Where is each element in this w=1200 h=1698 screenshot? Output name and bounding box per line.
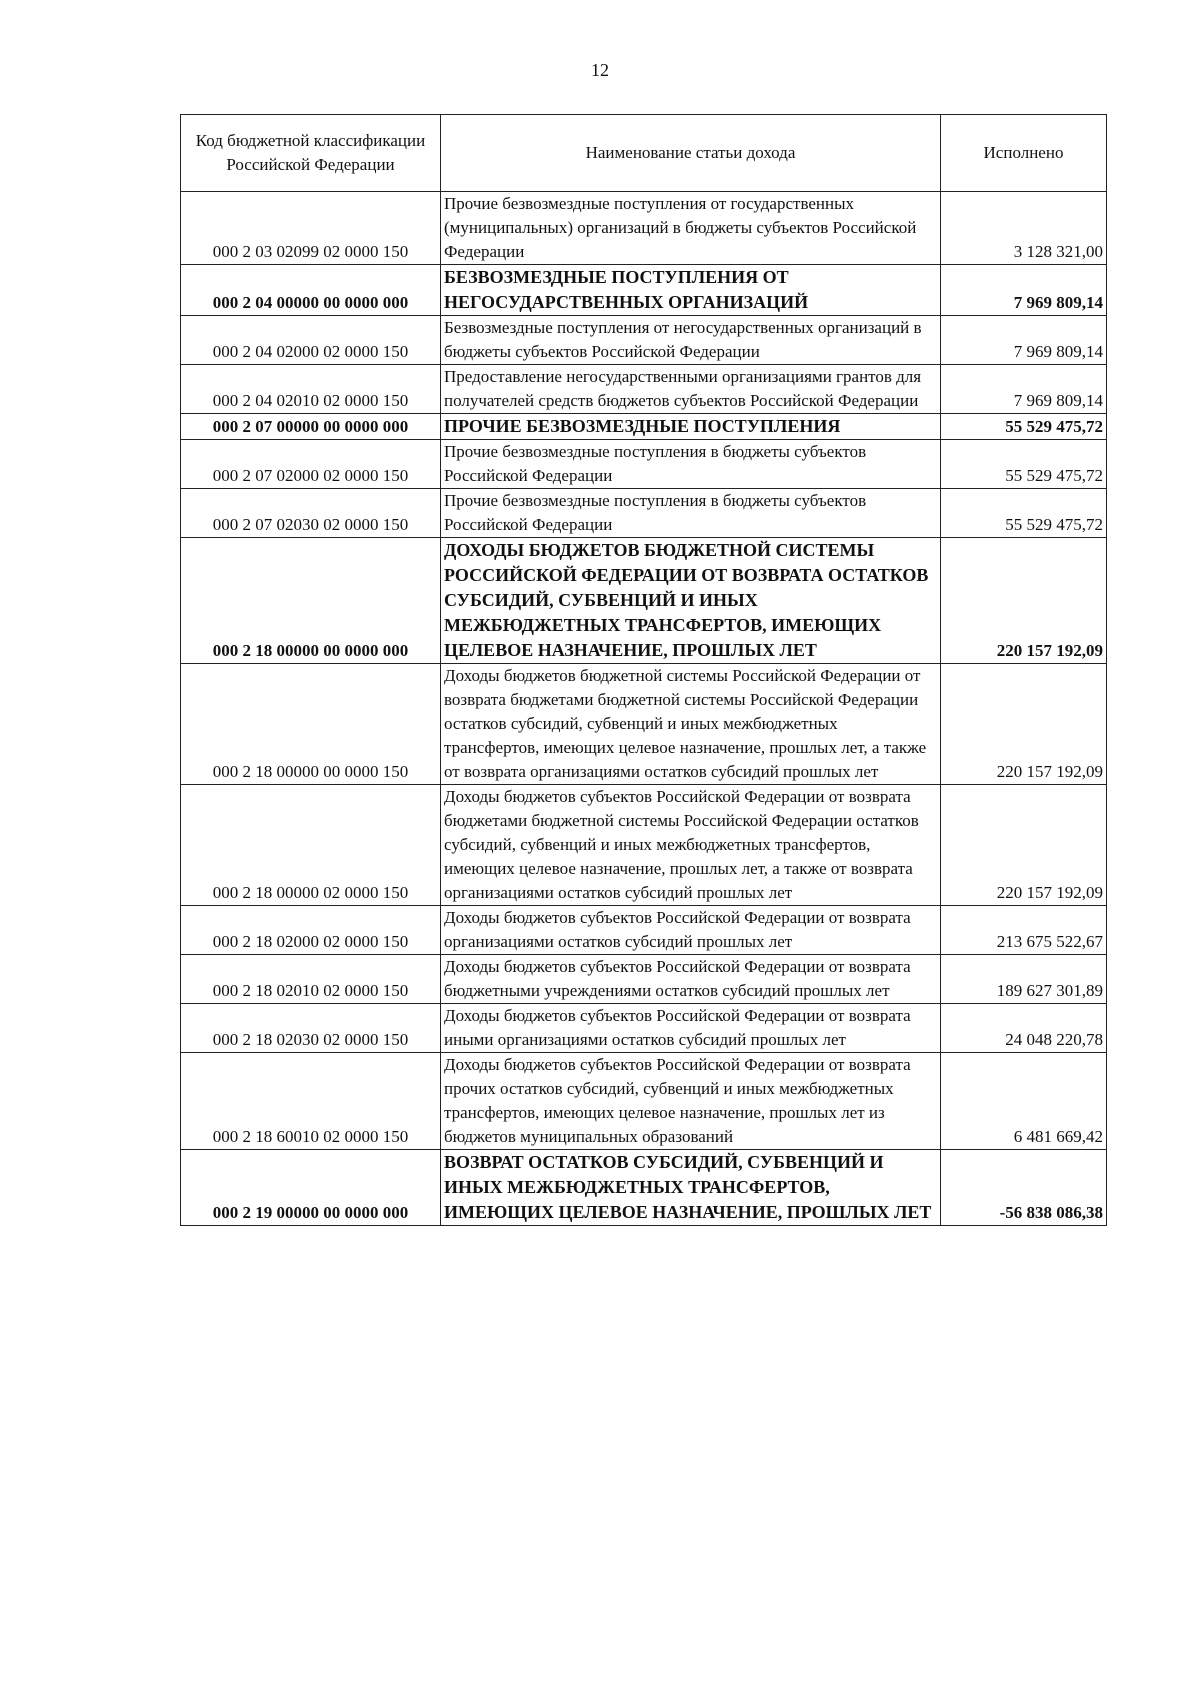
table-row-section: [181, 265, 1107, 316]
table-row: [181, 316, 1107, 365]
executed-amount-cell: 213 675 522,67: [941, 906, 1107, 955]
revenue-item-name-cell: Доходы бюджетов субъектов Российской Федерации от возврата организациями остатков субсидий прошлых лет: [441, 906, 941, 955]
revenue-item-name-cell: Прочие безвозмездные поступления в бюджеты субъектов Российской Федерации: [441, 440, 941, 489]
revenue-item-name-cell: Прочие безвозмездные поступления в бюджеты субъектов Российской Федерации: [441, 489, 941, 538]
revenue-item-name-cell: Доходы бюджетов субъектов Российской Федерации от возврата бюджетами бюджетной системы Российской Федерации остатков субсидий, субвенций и иных межбюджетных трансфертов, имеющих целевое назначение, прошлых лет, а также от возврата организациями остатков субсидий прошлых лет: [441, 785, 941, 906]
table-row: [181, 906, 1107, 955]
header-sum: Исполнено: [941, 115, 1107, 192]
executed-amount-cell: 7 969 809,14: [941, 265, 1107, 316]
revenue-item-name-cell: БЕЗВОЗМЕЗДНЫЕ ПОСТУПЛЕНИЯ ОТ НЕГОСУДАРСТВЕННЫХ ОРГАНИЗАЦИЙ: [441, 265, 941, 316]
table-row: [181, 955, 1107, 1004]
executed-amount-cell: 55 529 475,72: [941, 489, 1107, 538]
table-row-section: [181, 538, 1107, 664]
budget-code-cell: 000 2 04 02010 02 0000 150: [181, 365, 441, 414]
budget-code-cell: 000 2 18 00000 00 0000 000: [181, 538, 441, 664]
executed-amount-cell: 6 481 669,42: [941, 1053, 1107, 1150]
header-name: Наименование статьи дохода: [441, 115, 941, 192]
executed-amount-cell: 55 529 475,72: [941, 440, 1107, 489]
executed-amount-cell: 220 157 192,09: [941, 538, 1107, 664]
table-header-row: [181, 115, 1107, 192]
table-row: [181, 440, 1107, 489]
revenue-item-name-cell: Предоставление негосударственными организациями грантов для получателей средств бюджетов субъектов Российской Федерации: [441, 365, 941, 414]
budget-code-cell: 000 2 18 00000 00 0000 150: [181, 664, 441, 785]
budget-code-cell: 000 2 18 02000 02 0000 150: [181, 906, 441, 955]
budget-code-cell: 000 2 18 60010 02 0000 150: [181, 1053, 441, 1150]
revenue-item-name-cell: ВОЗВРАТ ОСТАТКОВ СУБСИДИЙ, СУБВЕНЦИЙ И ИНЫХ МЕЖБЮДЖЕТНЫХ ТРАНСФЕРТОВ, ИМЕЮЩИХ ЦЕЛЕВОЕ НАЗНАЧЕНИЕ, ПРОШЛЫХ ЛЕТ: [441, 1150, 941, 1226]
revenue-item-name-cell: Доходы бюджетов субъектов Российской Федерации от возврата иными организациями остатков субсидий прошлых лет: [441, 1004, 941, 1053]
revenue-item-name-cell: Прочие безвозмездные поступления от государственных (муниципальных) организаций в бюджеты субъектов Российской Федерации: [441, 192, 941, 265]
budget-code-cell: 000 2 07 02000 02 0000 150: [181, 440, 441, 489]
table-row: [181, 365, 1107, 414]
revenue-item-name-cell: ПРОЧИЕ БЕЗВОЗМЕЗДНЫЕ ПОСТУПЛЕНИЯ: [441, 414, 941, 440]
table-row-section: [181, 1150, 1107, 1226]
executed-amount-cell: 55 529 475,72: [941, 414, 1107, 440]
budget-code-cell: 000 2 07 02030 02 0000 150: [181, 489, 441, 538]
budget-code-cell: 000 2 07 00000 00 0000 000: [181, 414, 441, 440]
table-row: [181, 489, 1107, 538]
table-row: [181, 192, 1107, 265]
budget-code-cell: 000 2 04 02000 02 0000 150: [181, 316, 441, 365]
table-row: [181, 664, 1107, 785]
executed-amount-cell: -56 838 086,38: [941, 1150, 1107, 1226]
budget-code-cell: 000 2 04 00000 00 0000 000: [181, 265, 441, 316]
revenue-table: [180, 114, 1107, 1226]
budget-code-cell: 000 2 03 02099 02 0000 150: [181, 192, 441, 265]
executed-amount-cell: 3 128 321,00: [941, 192, 1107, 265]
executed-amount-cell: 7 969 809,14: [941, 365, 1107, 414]
revenue-item-name-cell: Безвозмездные поступления от негосударственных организаций в бюджеты субъектов Российской Федерации: [441, 316, 941, 365]
executed-amount-cell: 220 157 192,09: [941, 664, 1107, 785]
table-row: [181, 1004, 1107, 1053]
revenue-item-name-cell: Доходы бюджетов субъектов Российской Федерации от возврата бюджетными учреждениями остатков субсидий прошлых лет: [441, 955, 941, 1004]
table-row: [181, 1053, 1107, 1150]
budget-code-cell: 000 2 18 02010 02 0000 150: [181, 955, 441, 1004]
executed-amount-cell: 189 627 301,89: [941, 955, 1107, 1004]
revenue-item-name-cell: Доходы бюджетов субъектов Российской Федерации от возврата прочих остатков субсидий, субвенций и иных межбюджетных трансфертов, имеющих целевое назначение, прошлых лет из бюджетов муниципальных образований: [441, 1053, 941, 1150]
budget-code-cell: 000 2 18 00000 02 0000 150: [181, 785, 441, 906]
executed-amount-cell: 7 969 809,14: [941, 316, 1107, 365]
executed-amount-cell: 24 048 220,78: [941, 1004, 1107, 1053]
budget-code-cell: 000 2 18 02030 02 0000 150: [181, 1004, 441, 1053]
revenue-item-name-cell: ДОХОДЫ БЮДЖЕТОВ БЮДЖЕТНОЙ СИСТЕМЫ РОССИЙСКОЙ ФЕДЕРАЦИИ ОТ ВОЗВРАТА ОСТАТКОВ СУБСИДИЙ, СУБВЕНЦИЙ И ИНЫХ МЕЖБЮДЖЕТНЫХ ТРАНСФЕРТОВ, ИМЕЮЩИХ ЦЕЛЕВОЕ НАЗНАЧЕНИЕ, ПРОШЛЫХ ЛЕТ: [441, 538, 941, 664]
executed-amount-cell: 220 157 192,09: [941, 785, 1107, 906]
budget-code-cell: 000 2 19 00000 00 0000 000: [181, 1150, 441, 1226]
table-row: [181, 785, 1107, 906]
header-code: Код бюджетной классификации Российской Федерации: [181, 115, 441, 192]
table-body: [181, 192, 1107, 1226]
revenue-item-name-cell: Доходы бюджетов бюджетной системы Российской Федерации от возврата бюджетами бюджетной системы Российской Федерации остатков субсидий, субвенций и иных межбюджетных трансфертов, имеющих целевое назначение, прошлых лет, а также от возврата организациями остатков субсидий прошлых лет: [441, 664, 941, 785]
page-number: 12: [591, 60, 609, 80]
table-row-section: [181, 414, 1107, 440]
